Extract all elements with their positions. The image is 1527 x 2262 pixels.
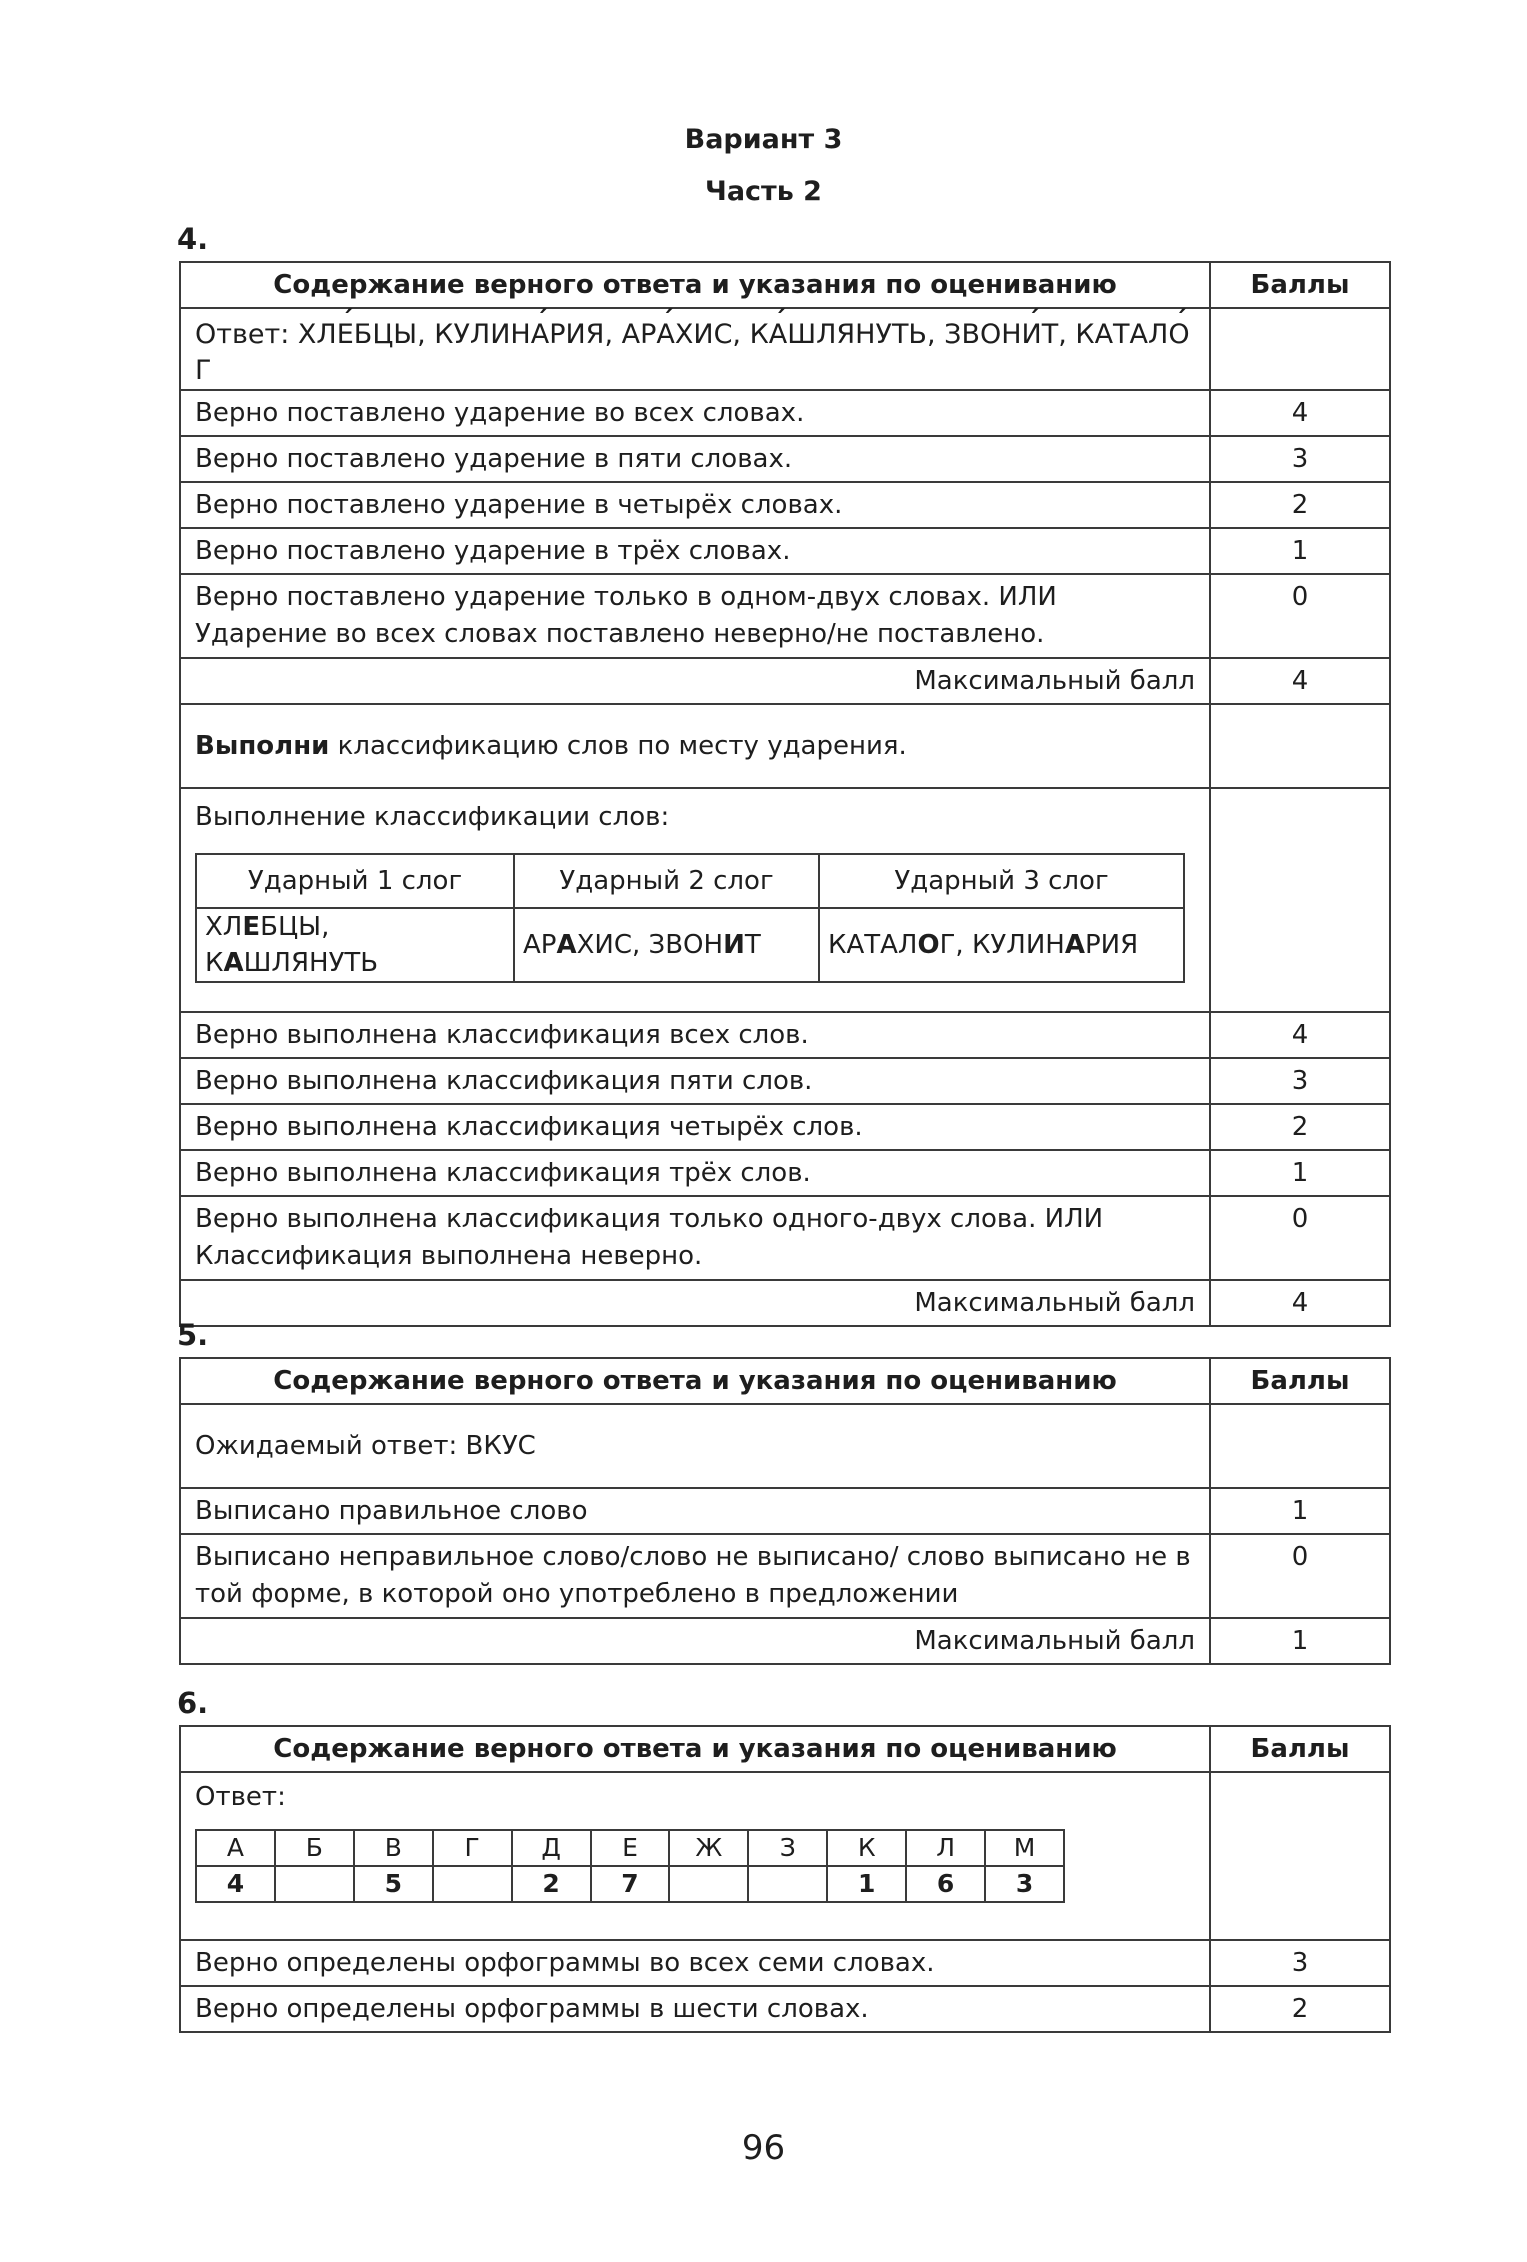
- criterion-points: 4: [1210, 390, 1390, 436]
- letter-cell: Ж: [669, 1830, 748, 1866]
- criterion-row: [180, 1012, 1390, 1058]
- content-header: Содержание верного ответа и указания по оцениванию: [180, 1726, 1210, 1772]
- criterion-text: Верно выполнена классификация трёх слов.: [180, 1150, 1210, 1196]
- criterion-row: [180, 390, 1390, 436]
- word-part: ХИС,: [576, 930, 649, 960]
- criterion-text: Выписано неправильное слово/слово не выписано/ слово выписано не в той форме, в которой оно употреблено в предложении: [180, 1534, 1210, 1618]
- part-title: Часть 2: [705, 176, 822, 207]
- word-part: ЗВОН: [648, 930, 724, 960]
- value-cell: 2: [512, 1866, 591, 1902]
- criterion-row: [180, 1986, 1390, 2032]
- answer-words: [195, 319, 1190, 386]
- criterion-points: 0: [1210, 574, 1390, 658]
- classify-header: Ударный 3 слог: [819, 854, 1184, 908]
- classify-header: Ударный 1 слог: [196, 854, 514, 908]
- classify-cell: [180, 788, 1210, 1012]
- criterion-row: [180, 528, 1390, 574]
- points-header: Баллы: [1210, 1358, 1390, 1404]
- answer-word-start: КАТАЛ: [1075, 319, 1169, 350]
- letter-cell: Г: [433, 1830, 512, 1866]
- classify-cell-words: [196, 908, 514, 982]
- letter-cell: З: [748, 1830, 827, 1866]
- criterion-row: [180, 482, 1390, 528]
- letter-cell: В: [354, 1830, 433, 1866]
- answer-word-end: ШЛЯНУТЬ: [787, 319, 927, 350]
- answer-word-start: АР: [621, 319, 657, 350]
- value-cell: 6: [906, 1866, 985, 1902]
- answer-word-end: Т: [1041, 319, 1059, 350]
- word-part: АР: [523, 930, 557, 960]
- criterion-text: Верно выполнена классификация только одного-двух слова. ИЛИ Классификация выполнена неверно.: [180, 1196, 1210, 1280]
- value-cell: [275, 1866, 354, 1902]
- criterion-points: 2: [1210, 1104, 1390, 1150]
- criterion-row: [180, 574, 1390, 658]
- points-header: Баллы: [1210, 262, 1390, 308]
- stressed-vowel: И ´: [1022, 317, 1042, 353]
- word-part: Т: [744, 930, 761, 960]
- task-5-number: 5.: [177, 1318, 209, 1352]
- answer-word-start: КУЛИН: [434, 319, 531, 350]
- max-score-value: 4: [1210, 1280, 1390, 1326]
- answer-separator: ,: [926, 319, 945, 350]
- letter-cell: Б: [275, 1830, 354, 1866]
- classify-cell-words: [819, 908, 1184, 982]
- stressed-vowel: А: [223, 948, 244, 978]
- criterion-points: 3: [1210, 1940, 1390, 1986]
- criterion-row: [180, 436, 1390, 482]
- answer-word-end: ХИС: [674, 319, 733, 350]
- task-5-table: [179, 1357, 1391, 1665]
- criterion-text: Верно определены орфограммы во всех семи словах.: [180, 1940, 1210, 1986]
- value-cell: [669, 1866, 748, 1902]
- answer-word-end: БЦЫ: [353, 319, 418, 350]
- criterion-points: 1: [1210, 528, 1390, 574]
- criterion-text: Верно выполнена классификация пяти слов.: [180, 1058, 1210, 1104]
- answer-label: Ответ:: [195, 1782, 286, 1812]
- word-part: КУЛИН: [971, 930, 1065, 960]
- criterion-points: 2: [1210, 482, 1390, 528]
- value-cell: [748, 1866, 827, 1902]
- answer-separator: ,: [1058, 319, 1076, 350]
- letters-table: [195, 1829, 1065, 1903]
- answer-prefix: Ответ:: [195, 319, 298, 350]
- classification-table: [195, 853, 1185, 983]
- letter-cell: А: [196, 1830, 275, 1866]
- answer-cell: [180, 1772, 1210, 1940]
- criterion-points: 1: [1210, 1488, 1390, 1534]
- word-part: К: [205, 948, 224, 978]
- stressed-vowel: А ´: [656, 317, 674, 353]
- stressed-vowel: А: [556, 930, 577, 960]
- letter-cell: Л: [906, 1830, 985, 1866]
- word-part: ШЛЯНУТЬ: [243, 948, 379, 978]
- max-score-value: 4: [1210, 658, 1390, 704]
- stressed-vowel: Е: [242, 912, 261, 942]
- criterion-row: [180, 1534, 1390, 1618]
- word-part: БЦЫ,: [260, 912, 330, 942]
- criterion-row: [180, 1104, 1390, 1150]
- word-part: ХЛ: [205, 912, 243, 942]
- task-4-table: [179, 261, 1391, 1327]
- stressed-vowel: И: [723, 930, 745, 960]
- answer-word-start: ХЛ: [297, 319, 337, 350]
- stressed-vowel: Е ´: [337, 317, 354, 353]
- criterion-row: [180, 1940, 1390, 1986]
- classify-instruction: Выполни классификацию слов по месту ударения.: [180, 704, 1210, 788]
- value-cell: 7: [591, 1866, 670, 1902]
- criterion-points: 3: [1210, 436, 1390, 482]
- criterion-points: 0: [1210, 1196, 1390, 1280]
- criterion-row: [180, 1058, 1390, 1104]
- expected-answer: Ожидаемый ответ: ВКУС: [180, 1404, 1210, 1488]
- criterion-points: 3: [1210, 1058, 1390, 1104]
- classify-label: Выполнение классификации слов:: [195, 802, 670, 832]
- value-cell: 5: [354, 1866, 433, 1902]
- stressed-vowel: А: [1064, 930, 1085, 960]
- value-cell: 1: [827, 1866, 906, 1902]
- answer-cell: [180, 308, 1210, 390]
- answer-word-start: К: [749, 319, 769, 350]
- stressed-vowel: О: [917, 930, 940, 960]
- criterion-points: 4: [1210, 1012, 1390, 1058]
- criterion-points: 1: [1210, 1150, 1390, 1196]
- max-score-label: Максимальный балл: [180, 658, 1210, 704]
- criterion-text: Верно поставлено ударение во всех словах.: [180, 390, 1210, 436]
- content-header: Содержание верного ответа и указания по оцениванию: [180, 1358, 1210, 1404]
- answer-separator: ,: [604, 319, 622, 350]
- criterion-text: Верно поставлено ударение в трёх словах.: [180, 528, 1210, 574]
- criterion-text: Верно поставлено ударение в четырёх словах.: [180, 482, 1210, 528]
- task-6-table: [179, 1725, 1391, 2033]
- max-score-label: Максимальный балл: [180, 1280, 1210, 1326]
- variant-title: Вариант 3: [684, 124, 843, 155]
- word-part: Г,: [939, 930, 972, 960]
- page-number: 96: [741, 2128, 786, 2168]
- answer-separator: ,: [417, 319, 435, 350]
- max-score-value: 1: [1210, 1618, 1390, 1664]
- answer-word-end: Г: [195, 355, 212, 386]
- answer-word-end: РИЯ: [549, 319, 605, 350]
- letter-cell: Е: [591, 1830, 670, 1866]
- stressed-vowel: О ´: [1168, 317, 1189, 353]
- criterion-points: 2: [1210, 1986, 1390, 2032]
- criterion-row: [180, 1150, 1390, 1196]
- criterion-text: Верно поставлено ударение только в одном-двух словах. ИЛИ Ударение во всех словах поставлено неверно/не поставлено.: [180, 574, 1210, 658]
- criterion-text: Верно поставлено ударение в пяти словах.: [180, 436, 1210, 482]
- criterion-text: Верно выполнена классификация четырёх слов.: [180, 1104, 1210, 1150]
- points-header: Баллы: [1210, 1726, 1390, 1772]
- answer-separator: ,: [732, 319, 750, 350]
- value-cell: [433, 1866, 512, 1902]
- word-part: РИЯ: [1084, 930, 1139, 960]
- answer-points-cell: [1210, 308, 1390, 390]
- task-6-number: 6.: [177, 1686, 209, 1720]
- classify-header: Ударный 2 слог: [514, 854, 819, 908]
- task-4-number: 4.: [177, 222, 209, 256]
- letter-cell: Д: [512, 1830, 591, 1866]
- criterion-row: [180, 1488, 1390, 1534]
- content-header: Содержание верного ответа и указания по оцениванию: [180, 262, 1210, 308]
- criterion-text: Выписано правильное слово: [180, 1488, 1210, 1534]
- word-part: КАТАЛ: [828, 930, 918, 960]
- criterion-text: Верно определены орфограммы в шести словах.: [180, 1986, 1210, 2032]
- max-score-label: Максимальный балл: [180, 1618, 1210, 1664]
- criterion-text: Верно выполнена классификация всех слов.: [180, 1012, 1210, 1058]
- criterion-points: 0: [1210, 1534, 1390, 1618]
- stressed-vowel: А ´: [531, 317, 549, 353]
- value-cell: 3: [985, 1866, 1064, 1902]
- answer-word-start: ЗВОН: [944, 319, 1022, 350]
- letter-cell: К: [827, 1830, 906, 1866]
- stressed-vowel: А ´: [769, 317, 787, 353]
- classify-cell-words: [514, 908, 819, 982]
- letter-cell: М: [985, 1830, 1064, 1866]
- value-cell: 4: [196, 1866, 275, 1902]
- criterion-row: [180, 1196, 1390, 1280]
